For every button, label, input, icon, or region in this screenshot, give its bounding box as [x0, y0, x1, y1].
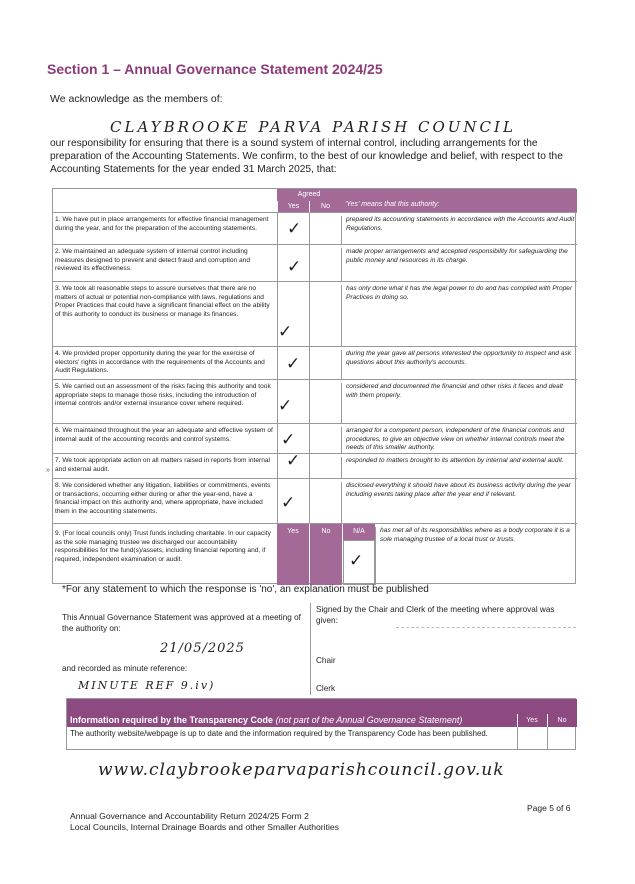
header-meaning: 'Yes' means that this authority: [341, 189, 577, 212]
tick-mark: ✓ [281, 493, 296, 512]
yes-cell[interactable] [277, 424, 309, 453]
tick-mark: ✓ [286, 451, 301, 470]
no-cell[interactable] [309, 380, 341, 423]
no-cell[interactable] [309, 424, 341, 453]
transparency-title [70, 715, 462, 725]
yes-cell[interactable] [277, 451, 309, 478]
tick-mark: ✓ [349, 551, 364, 570]
yes-cell[interactable] [277, 282, 309, 346]
yes-cell[interactable] [277, 380, 309, 423]
transparency-yes-cell[interactable] [517, 727, 546, 749]
transparency-statement: The authority website/webpage is up to date and the information required by the Transparency Code has been published. [70, 729, 488, 738]
header-agreed: Agreed [277, 189, 341, 201]
header-blank [53, 189, 277, 212]
governance-table [52, 188, 576, 584]
row9-no-cell[interactable] [310, 540, 342, 585]
page-number: Page 5 of 6 [527, 803, 571, 813]
header-no: No [309, 201, 341, 212]
transparency-title-text: Information required by the Transparency Code [70, 715, 274, 725]
statement-row-5 [53, 379, 577, 423]
statement-question: 6. We maintained throughout the year an adequate and effective system of internal audit of the accounting records and control systems. [55, 427, 273, 443]
yes-cell[interactable] [277, 347, 309, 379]
signature-line[interactable] [396, 627, 576, 628]
transparency-section [66, 698, 576, 750]
statement-row-6 [53, 423, 577, 453]
statement-row-4 [53, 346, 577, 379]
approval-section [62, 603, 576, 695]
yes-cell[interactable] [277, 479, 309, 523]
approval-text: This Annual Governance Statement was approved at a meeting of the authority on: [62, 613, 301, 633]
statement-question: 3. We took all reasonable steps to assure ourselves that there are no matters of actual or potential non-compliance with laws, regulations and Proper Practices that could have a significant financial effect on the ability of this authority to conduct its business or manage its finances. [55, 285, 270, 318]
statement-meaning: has met all of its responsibilities where as a body corporate it is a sole managing trustee of a local trust or trusts. [375, 527, 575, 585]
statement-question: 7. We took appropriate action on all matters raised in reports from internal and external audit. [55, 457, 271, 473]
row9-na-header: N/A [343, 524, 375, 540]
transparency-yes-header: Yes [517, 714, 546, 727]
intro-paragraph: our responsibility for ensuring that there is a sound system of internal control, including arrangements for the preparation of the Accounting Statements. We confirm, to the best of our knowledge and belief, with respect to the Accounting Statements for the year ended 31 March 2025, that: [50, 138, 563, 175]
tick-mark: ✓ [286, 354, 301, 373]
row9-yes-cell[interactable] [277, 540, 309, 585]
chair-label: Chair [316, 656, 336, 665]
tick-mark: ✓ [278, 322, 293, 341]
header-yes: Yes [277, 201, 309, 212]
section-title: Section 1 – Annual Governance Statement 2024/25 [47, 61, 383, 77]
footer-line-1: Annual Governance and Accountability Return 2024/25 Form 2 [70, 811, 309, 821]
statement-question: 9. (For local councils only) Trust funds including charitable. In our capacity as the sole managing trustee we discharged our accountability responsibilities for the fund(s)/assets, including financial reporting and, if required, independent examination or audit. [55, 530, 271, 563]
statement-question: 8. We considered whether any litigation, liabilities or commitments, events or transactions, occurring either during or after the year-end, have a financial impact on this authority and, where appropriate, have included them in the accounting statements. [55, 482, 271, 515]
transparency-no-cell[interactable] [547, 727, 576, 749]
transparency-title-note: (not part of the Annual Governance Statement) [275, 715, 463, 725]
statement-question: 1. We have put in place arrangements for effective financial management during the year, and for the preparation of the accounting statements. [55, 216, 269, 232]
website-handwritten: www.claybrookeparvaparishcouncil.gov.uk [98, 760, 505, 780]
minute-reference-handwritten: MINUTE REF 9.iv) [78, 679, 216, 692]
statement-meaning: arranged for a competent person, independent of the financial controls and procedures, to give an objective view on whether internal controls meet the needs of this smaller authority. [341, 427, 575, 453]
council-name-handwritten: CLAYBROOKE PARVA PARISH COUNCIL [110, 118, 516, 136]
statement-row-3 [53, 281, 577, 346]
acknowledgement-line: We acknowledge as the members of: [50, 93, 223, 105]
transparency-header [67, 699, 577, 727]
footer-line-2: Local Councils, Internal Drainage Boards and other Smaller Authorities [70, 821, 339, 832]
statement-row-7 [53, 453, 577, 478]
statement-meaning: responded to matters brought to its attention by internal and external audit. [341, 457, 575, 478]
statement-question: 4. We provided proper opportunity during the year for the exercise of electors' rights in accordance with the requirements of the Accounts and Audit Regulations. [55, 350, 265, 375]
no-cell[interactable] [309, 245, 341, 281]
statement-row-1 [53, 212, 577, 244]
tick-mark: ✓ [281, 430, 296, 449]
statement-meaning: has only done what it has the legal power to do and has complied with Proper Practices in doing so. [341, 285, 575, 346]
row9-no-header: No [310, 524, 342, 540]
row9-na-cell[interactable] [343, 540, 375, 585]
statement-meaning: during the year gave all persons interested the opportunity to inspect and ask questions about this authority's accounts. [341, 350, 575, 379]
scan-mark: » [46, 467, 50, 474]
statement-question: 2. We maintained an adequate system of internal control including measures designed to prevent and detect fraud and corruption and reviewed its effectiveness. [55, 248, 251, 273]
clerk-label: Clerk [316, 684, 336, 693]
statement-meaning: made proper arrangements and accepted responsibility for safeguarding the public money and resources in its charge. [341, 248, 575, 281]
tick-mark: ✓ [278, 396, 293, 415]
tick-mark: ✓ [287, 219, 302, 238]
statement-row-2 [53, 244, 577, 281]
approval-divider [310, 603, 311, 695]
statement-row-8 [53, 478, 577, 523]
meeting-date-handwritten: 21/05/2025 [160, 641, 245, 656]
statement-question: 5. We carried out an assessment of the risks facing this authority and took appropriate steps to manage those risks, including the introduction of internal controls and/or external insurance cover where required. [55, 383, 271, 408]
no-cell[interactable] [309, 282, 341, 346]
statement-meaning: disclosed everything it should have about its business activity during the year including events taking place after the year end if relevant. [341, 482, 575, 523]
no-response-note: *For any statement to which the response is 'no', an explanation must be published [62, 584, 429, 595]
minute-reference-label: and recorded as minute reference: [62, 664, 188, 673]
tick-mark: ✓ [287, 257, 302, 276]
statement-row-9 [53, 523, 577, 585]
statement-meaning: prepared its accounting statements in accordance with the Accounts and Audit Regulations. [341, 216, 575, 244]
yes-cell[interactable] [277, 213, 309, 244]
signature-instruction: Signed by the Chair and Clerk of the meeting where approval was given: [316, 605, 555, 625]
row9-yes-header: Yes [277, 524, 309, 540]
statement-meaning: considered and documented the financial and other risks it faces and dealt with them properly. [341, 383, 575, 423]
no-cell[interactable] [309, 213, 341, 244]
yes-cell[interactable] [277, 245, 309, 281]
no-cell[interactable] [309, 479, 341, 523]
no-cell[interactable] [309, 454, 341, 478]
footer [70, 811, 339, 832]
no-cell[interactable] [309, 347, 341, 379]
transparency-no-header: No [547, 714, 576, 727]
